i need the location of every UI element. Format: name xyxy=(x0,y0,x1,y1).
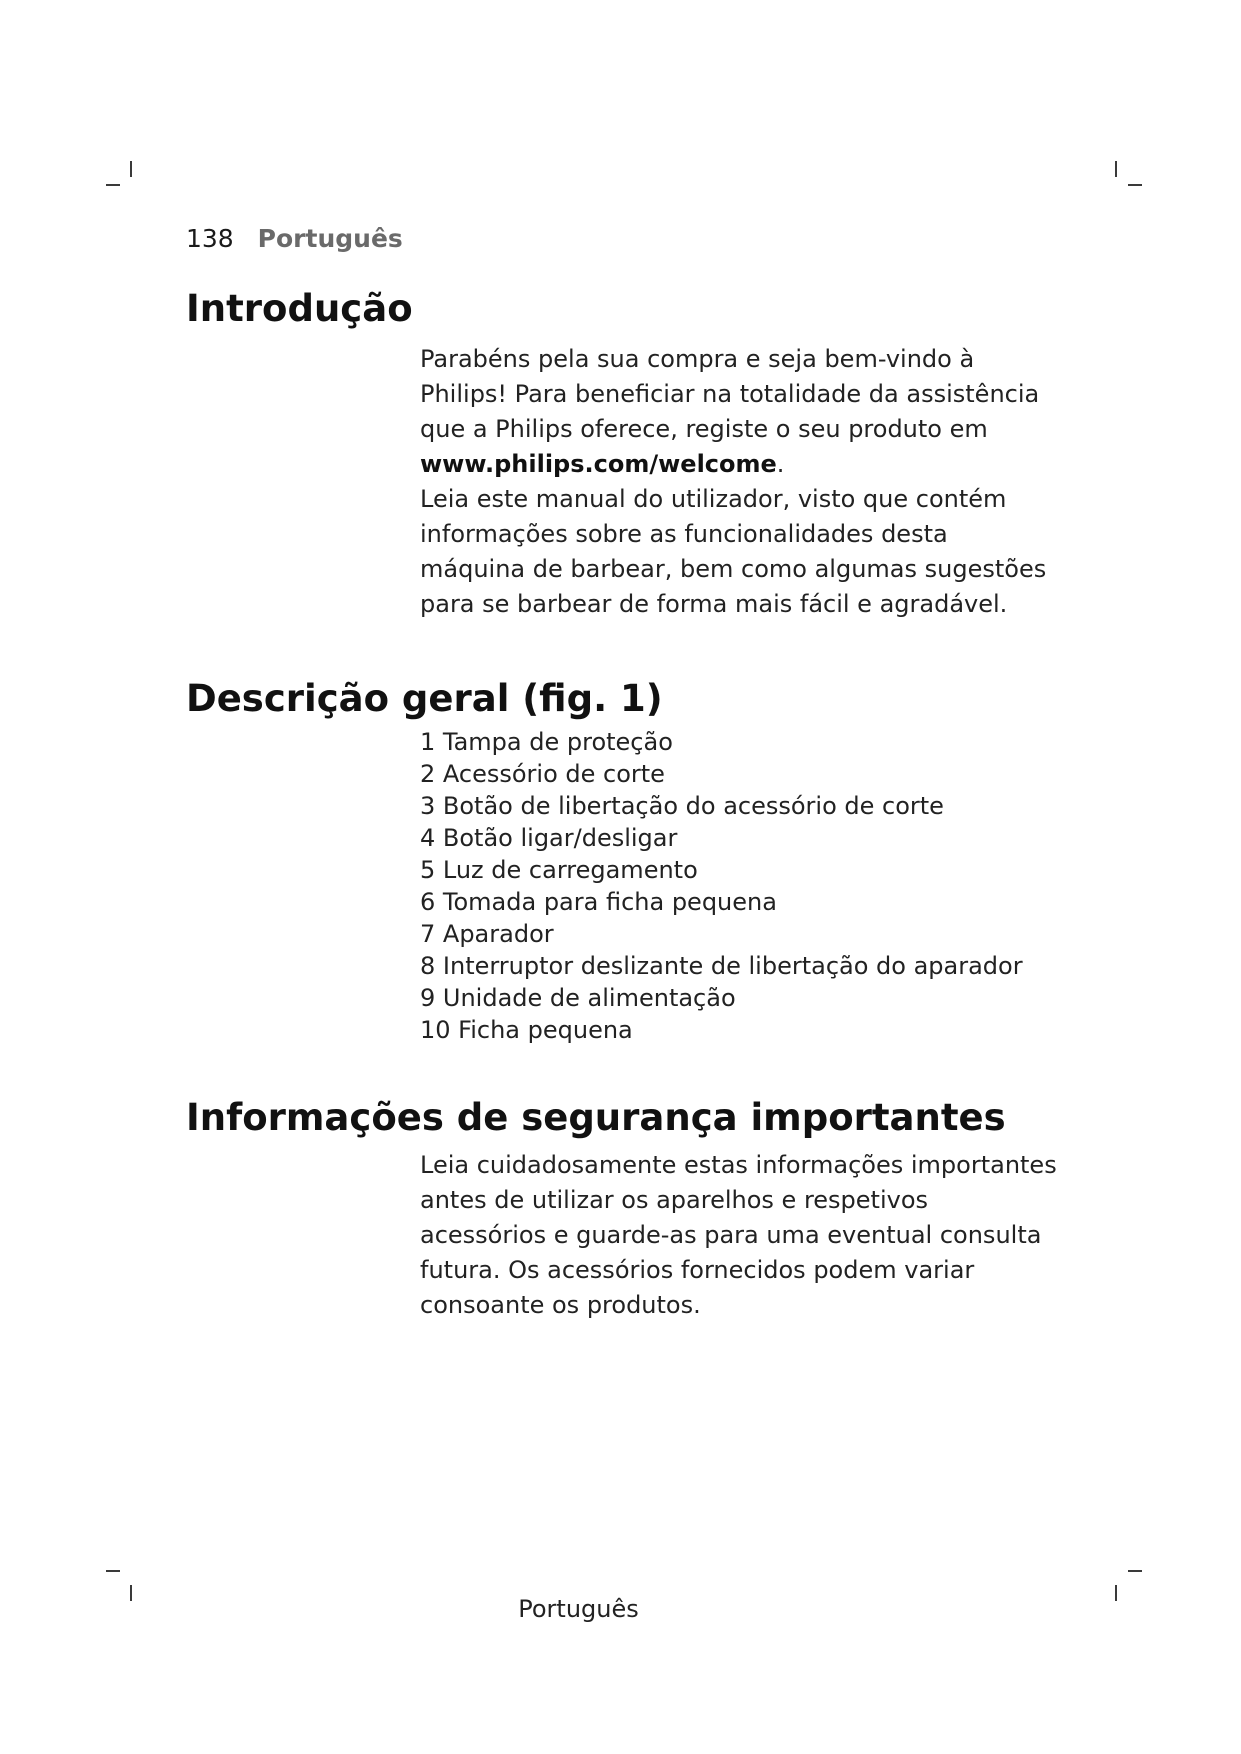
running-head xyxy=(186,224,403,254)
intro-text xyxy=(420,342,1060,622)
list-item: 3 Botão de libertação do acessório de corte xyxy=(420,792,944,820)
running-head-language: Português xyxy=(257,224,403,253)
heading-introducao: Introdução xyxy=(186,287,413,330)
crop-mark-top-right-h xyxy=(1128,184,1142,186)
safety-text xyxy=(420,1148,1060,1323)
parts-list xyxy=(420,726,1060,1046)
footer-language: Português xyxy=(518,1595,639,1623)
crop-mark-bottom-right-h xyxy=(1128,1570,1142,1572)
intro-paragraph-2: Leia este manual do utilizador, visto que contém informações sobre as funcionalidades desta máquina de barbear, bem como algumas sugestões para se barbear de forma mais fácil e agradável. xyxy=(420,485,1047,618)
intro-paragraph-1-end: . xyxy=(776,450,785,478)
crop-mark-top-right-v xyxy=(1115,161,1117,177)
safety-paragraph: Leia cuidadosamente estas informações importantes antes de utilizar os aparelhos e respetivos acessórios e guarde-as para uma eventual consulta futura. Os acessórios fornecidos podem variar consoante os produtos. xyxy=(420,1151,1057,1319)
heading-informacoes-seguranca: Informações de segurança importantes xyxy=(186,1096,1006,1139)
crop-mark-top-left-h xyxy=(106,184,120,186)
list-item: 8 Interruptor deslizante de libertação do aparador xyxy=(420,952,1023,980)
list-item: 4 Botão ligar/desligar xyxy=(420,824,678,852)
heading-descricao-geral: Descrição geral (fig. 1) xyxy=(186,677,663,720)
crop-mark-top-left-v xyxy=(130,161,132,177)
list-item: 7 Aparador xyxy=(420,920,554,948)
page-number: 138 xyxy=(186,224,234,253)
list-item: 2 Acessório de corte xyxy=(420,760,665,788)
welcome-link[interactable]: www.philips.com/welcome xyxy=(420,450,777,478)
list-item: 10 Ficha pequena xyxy=(420,1016,633,1044)
intro-paragraph-1 xyxy=(420,342,1060,482)
crop-mark-bottom-left-h xyxy=(106,1570,120,1572)
intro-paragraph-1-text: Parabéns pela sua compra e seja bem-vindo à Philips! Para beneficiar na totalidade da assistência que a Philips oferece, registe o seu produto em xyxy=(420,345,1040,443)
list-item: 9 Unidade de alimentação xyxy=(420,984,736,1012)
list-item: 5 Luz de carregamento xyxy=(420,856,698,884)
list-item: 1 Tampa de proteção xyxy=(420,728,673,756)
list-item: 6 Tomada para ficha pequena xyxy=(420,888,777,916)
